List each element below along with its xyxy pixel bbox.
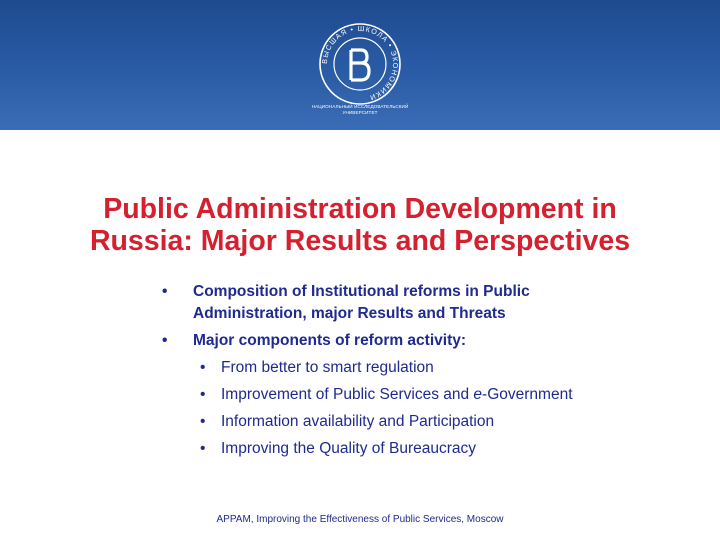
bullet-marker: • bbox=[162, 283, 168, 300]
bullet-text: Major components of reform activity: bbox=[193, 332, 467, 349]
university-name-line1: НАЦИОНАЛЬНЫЙ ИССЛЕДОВАТЕЛЬСКИЙ bbox=[311, 104, 409, 109]
sub-bullet-item bbox=[160, 411, 680, 433]
bullet-list bbox=[160, 281, 680, 465]
sub-bullet-marker: • bbox=[200, 386, 206, 403]
slide-title-line2: Russia: Major Results and Perspectives bbox=[89, 225, 631, 257]
slide-title bbox=[40, 193, 680, 257]
sub-bullet-marker: • bbox=[200, 440, 206, 457]
bullet-item bbox=[160, 281, 680, 325]
bullet-item bbox=[160, 330, 680, 352]
bullet-text-line2: Administration, major Results and Threats bbox=[193, 305, 506, 322]
bullet-text-line1: Composition of Institutional reforms in Public bbox=[193, 283, 530, 300]
header-banner bbox=[0, 0, 720, 130]
sub-bullet-text: Information availability and Participation bbox=[221, 413, 495, 430]
sub-bullet-text-after: -Government bbox=[482, 386, 573, 403]
slide-title-line1: Public Administration Development in bbox=[103, 193, 617, 225]
sub-bullet-marker: • bbox=[200, 413, 206, 430]
university-name bbox=[300, 104, 420, 116]
sub-bullet-item bbox=[160, 357, 680, 379]
sub-bullet-text: From better to smart regulation bbox=[221, 359, 434, 376]
slide-footer: APPAM, Improving the Effectiveness of Public Services, Moscow bbox=[216, 514, 504, 525]
logo-ring-text: ВЫСШАЯ • ШКОЛА • ЭКОНОМИКИ bbox=[319, 23, 401, 103]
bullet-marker: • bbox=[162, 332, 168, 349]
university-name-line2: УНИВЕРСИТЕТ bbox=[342, 110, 378, 115]
sub-bullet-text-italic: e bbox=[473, 386, 483, 403]
sub-bullet-text: Improving the Quality of Bureaucracy bbox=[221, 440, 477, 457]
sub-bullet-item bbox=[160, 384, 680, 406]
hse-emblem-icon bbox=[318, 22, 402, 106]
sub-bullet-marker: • bbox=[200, 359, 206, 376]
sub-bullet-item bbox=[160, 438, 680, 460]
sub-bullet-text-before: Improvement of Public Services and bbox=[221, 386, 474, 403]
